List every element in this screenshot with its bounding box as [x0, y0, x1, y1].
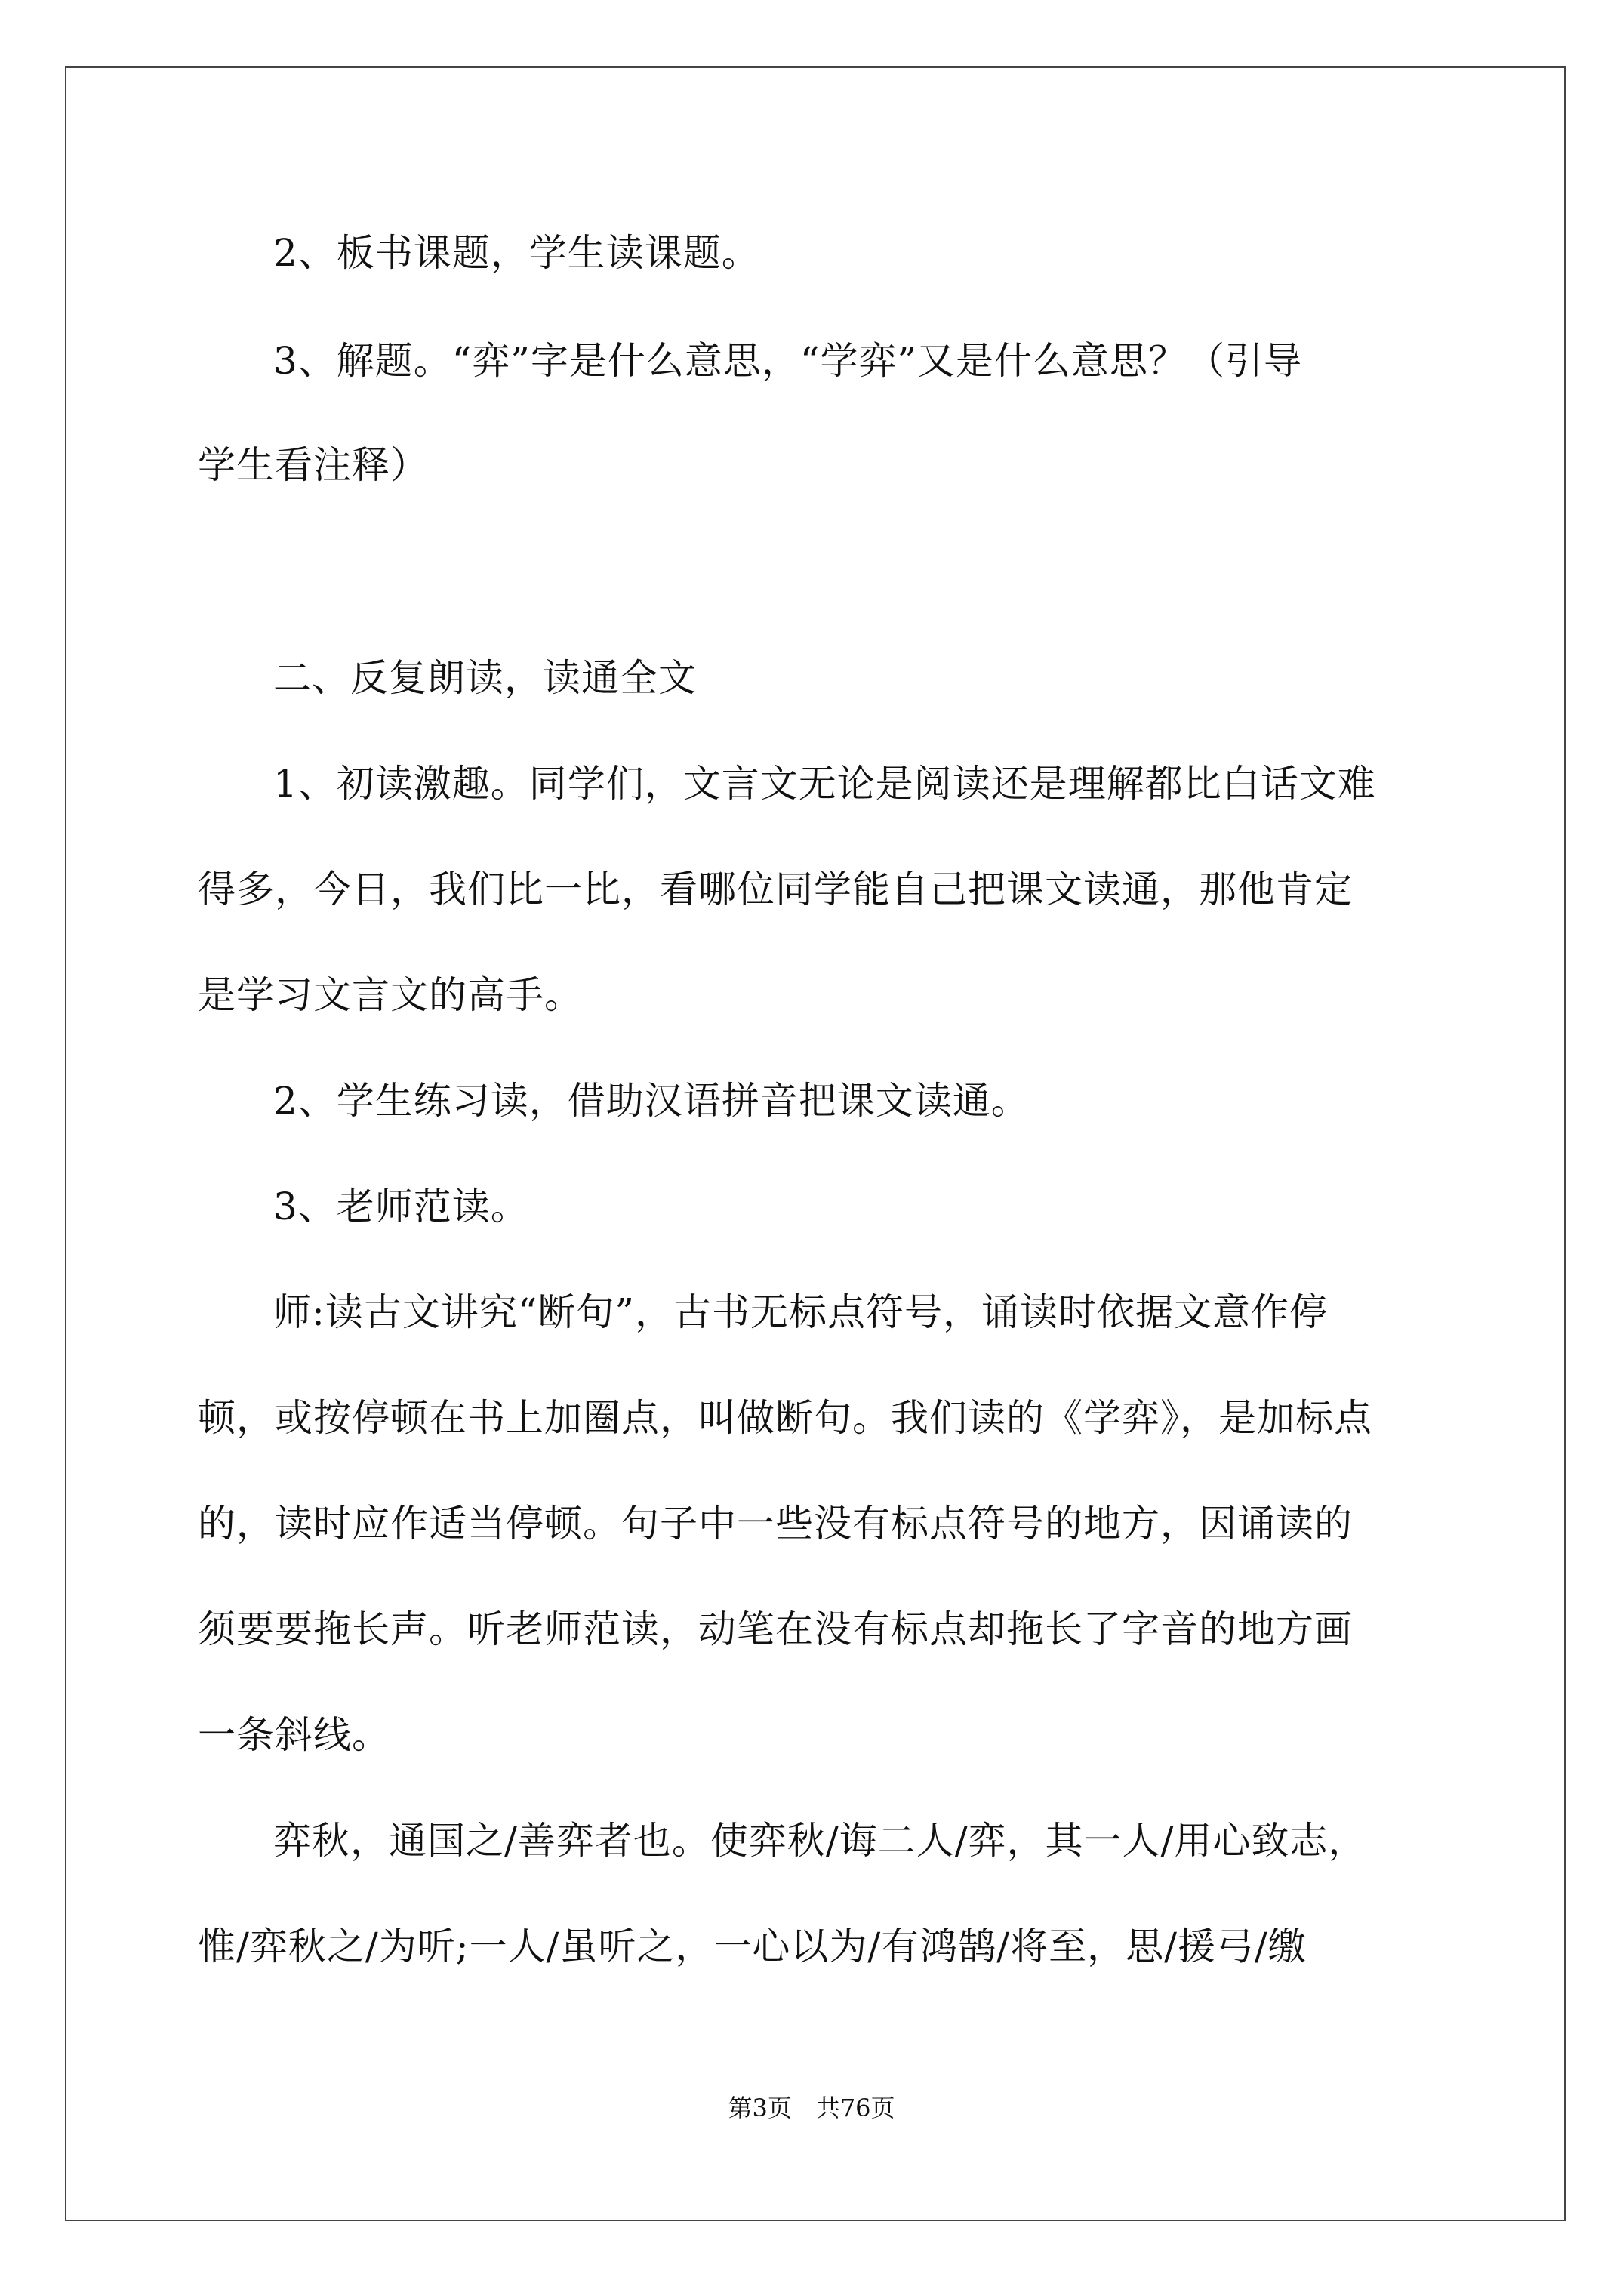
paragraph-line: 一条斜线。	[198, 1713, 390, 1757]
paragraph-line: 顿，或按停顿在书上加圈点，叫做断句。我们读的《学弈》，是加标点	[198, 1396, 1372, 1440]
paragraph-line: 3、解题。“弈”字是什么意思，“学弈”又是什么意思？（引导	[273, 339, 1303, 383]
page-footer: 第3页 共76页	[728, 2094, 895, 2122]
paragraph-line: 的，读时应作适当停顿。句子中一些没有标点符号的地方，因诵读的	[198, 1502, 1353, 1546]
paragraph-line: 弈秋，通国之/善弈者也。使弈秋/诲二人/弈，其一人/用心致志，	[273, 1819, 1367, 1863]
paragraph-line: 得多，今日，我们比一比，看哪位同学能自己把课文读通，那他肯定	[198, 868, 1353, 911]
paragraph-line: 2、板书课题，学生读课题。	[273, 231, 760, 275]
paragraph-line: 惟/弈秋之/为听;一人/虽听之，一心以为/有鸿鹄/将至，思/援弓/缴	[198, 1925, 1307, 1968]
paragraph-line: 是学习文言文的高手。	[198, 973, 583, 1017]
paragraph-line: 师:读古文讲究“断句”，古书无标点符号，诵读时依据文意作停	[273, 1290, 1328, 1334]
section-heading: 二、反复朗读，读通全文	[273, 656, 697, 700]
paragraph-line: 学生看注释）	[198, 443, 429, 487]
paragraph-line: 须要要拖长声。听老师范读，动笔在没有标点却拖长了字音的地方画	[198, 1607, 1353, 1651]
paragraph-line: 1、初读激趣。同学们，文言文无论是阅读还是理解都比白话文难	[273, 762, 1376, 806]
paragraph-line: 3、老师范读。	[273, 1185, 529, 1228]
paragraph-line: 2、学生练习读，借助汉语拼音把课文读通。	[273, 1079, 1030, 1123]
page-border	[65, 66, 1566, 2221]
